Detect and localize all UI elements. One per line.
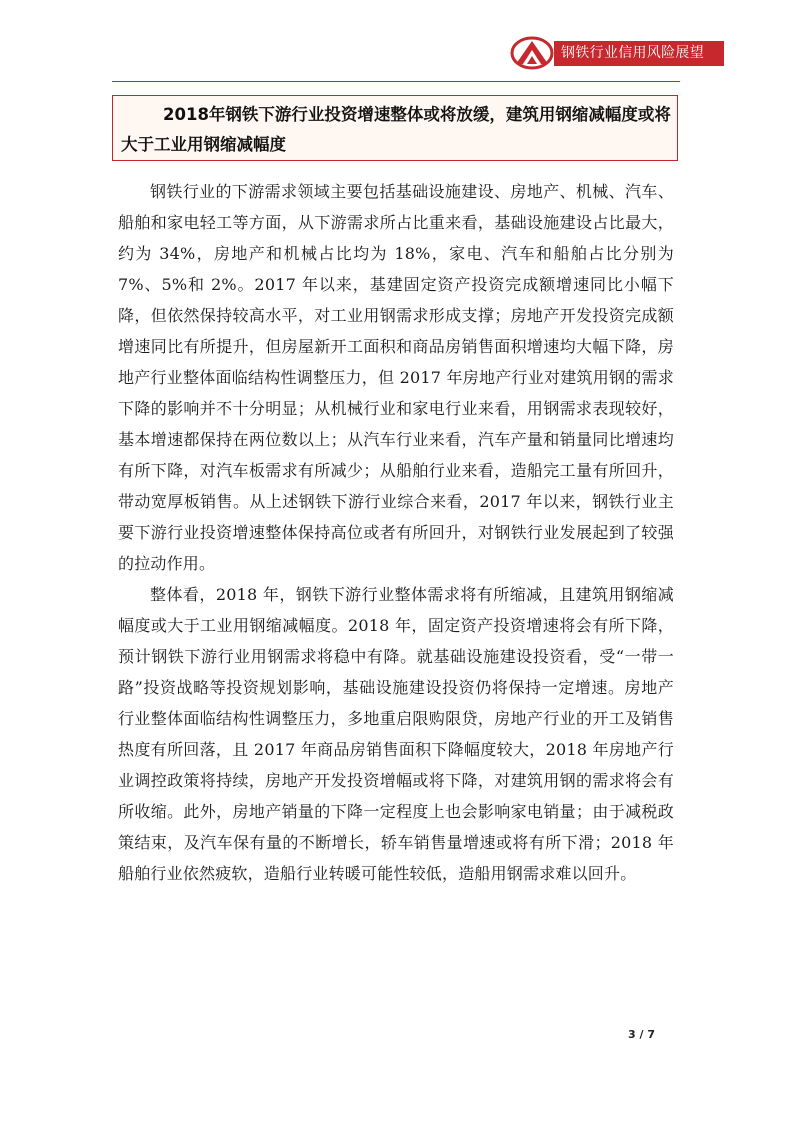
section-title: 2018年钢铁下游行业投资增速整体或将放缓，建筑用钢缩减幅度或将大于工业用钢缩减幅度 [121,105,671,154]
header-divider [112,81,680,82]
page-number: 3 / 7 [628,1028,655,1041]
paragraph-1: 钢铁行业的下游需求领域主要包括基础设施建设、房地产、机械、汽车、船舶和家电轻工等方面，从下游需求所占比重来看，基础设施建设占比最大，约为 34%，房地产和机械占比均为 18%，家电、汽车和船舶占比分别为 7%、5%和 2%。2017 年以来，基建固定资产投资完成额增速同比小幅下降，但依然保持较高水平，对工业用钢需求形成支撑；房地产开发投资完成额增速同比有所提升，但房屋新开工面积和商品房销售面积增速均大幅下降，房地产行业整体面临结构性调整压力，但 2017 年房地产行业对建筑用钢的需求下降的影响并不十分明显；从机械行业和家电行业来看，用钢需求表现较好，基本增速都保持在两位数以上；从汽车行业来看，汽车产量和销量同比增速均有所下降，对汽车板需求有所减少；从船舶行业来看，造船完工量有所回升，带动宽厚板销售。从上述钢铁下游行业综合来看，2017 年以来，钢铁行业主要下游行业投资增速整体保持高位或者有所回升，对钢铁行业发展起到了较强的拉动作用。 [118,182,674,573]
section-title-box [112,95,678,161]
body-text [118,176,674,889]
paragraph-2: 整体看，2018 年，钢铁下游行业整体需求将有所缩减，且建筑用钢缩减幅度或大于工业用钢缩减幅度。2018 年，固定资产投资增速将会有所下降，预计钢铁下游行业用钢需求将稳中有降。就基础设施建设投资看，受“一带一路”投资战略等投资规划影响，基础设施建设投资仍将保持一定增速。房地产行业整体面临结构性调整压力，多地重启限购限贷，房地产行业的开工及销售热度有所回落，且 2017 年商品房销售面积下降幅度较大，2018 年房地产行业调控政策将持续，房地产开发投资增幅或将下降，对建筑用钢的需求将会有所收缩。此外，房地产销量的下降一定程度上也会影响家电销量；由于减税政策结束，及汽车保有量的不断增长，轿车销售量增速或将有所下滑；2018 年船舶行业依然疲软，造船行业转暖可能性较低，造船用钢需求难以回升。 [118,585,674,883]
brand-banner [510,36,720,70]
company-logo-icon [510,36,558,70]
brand-label: 钢铁行业信用风险展望 [561,45,704,61]
